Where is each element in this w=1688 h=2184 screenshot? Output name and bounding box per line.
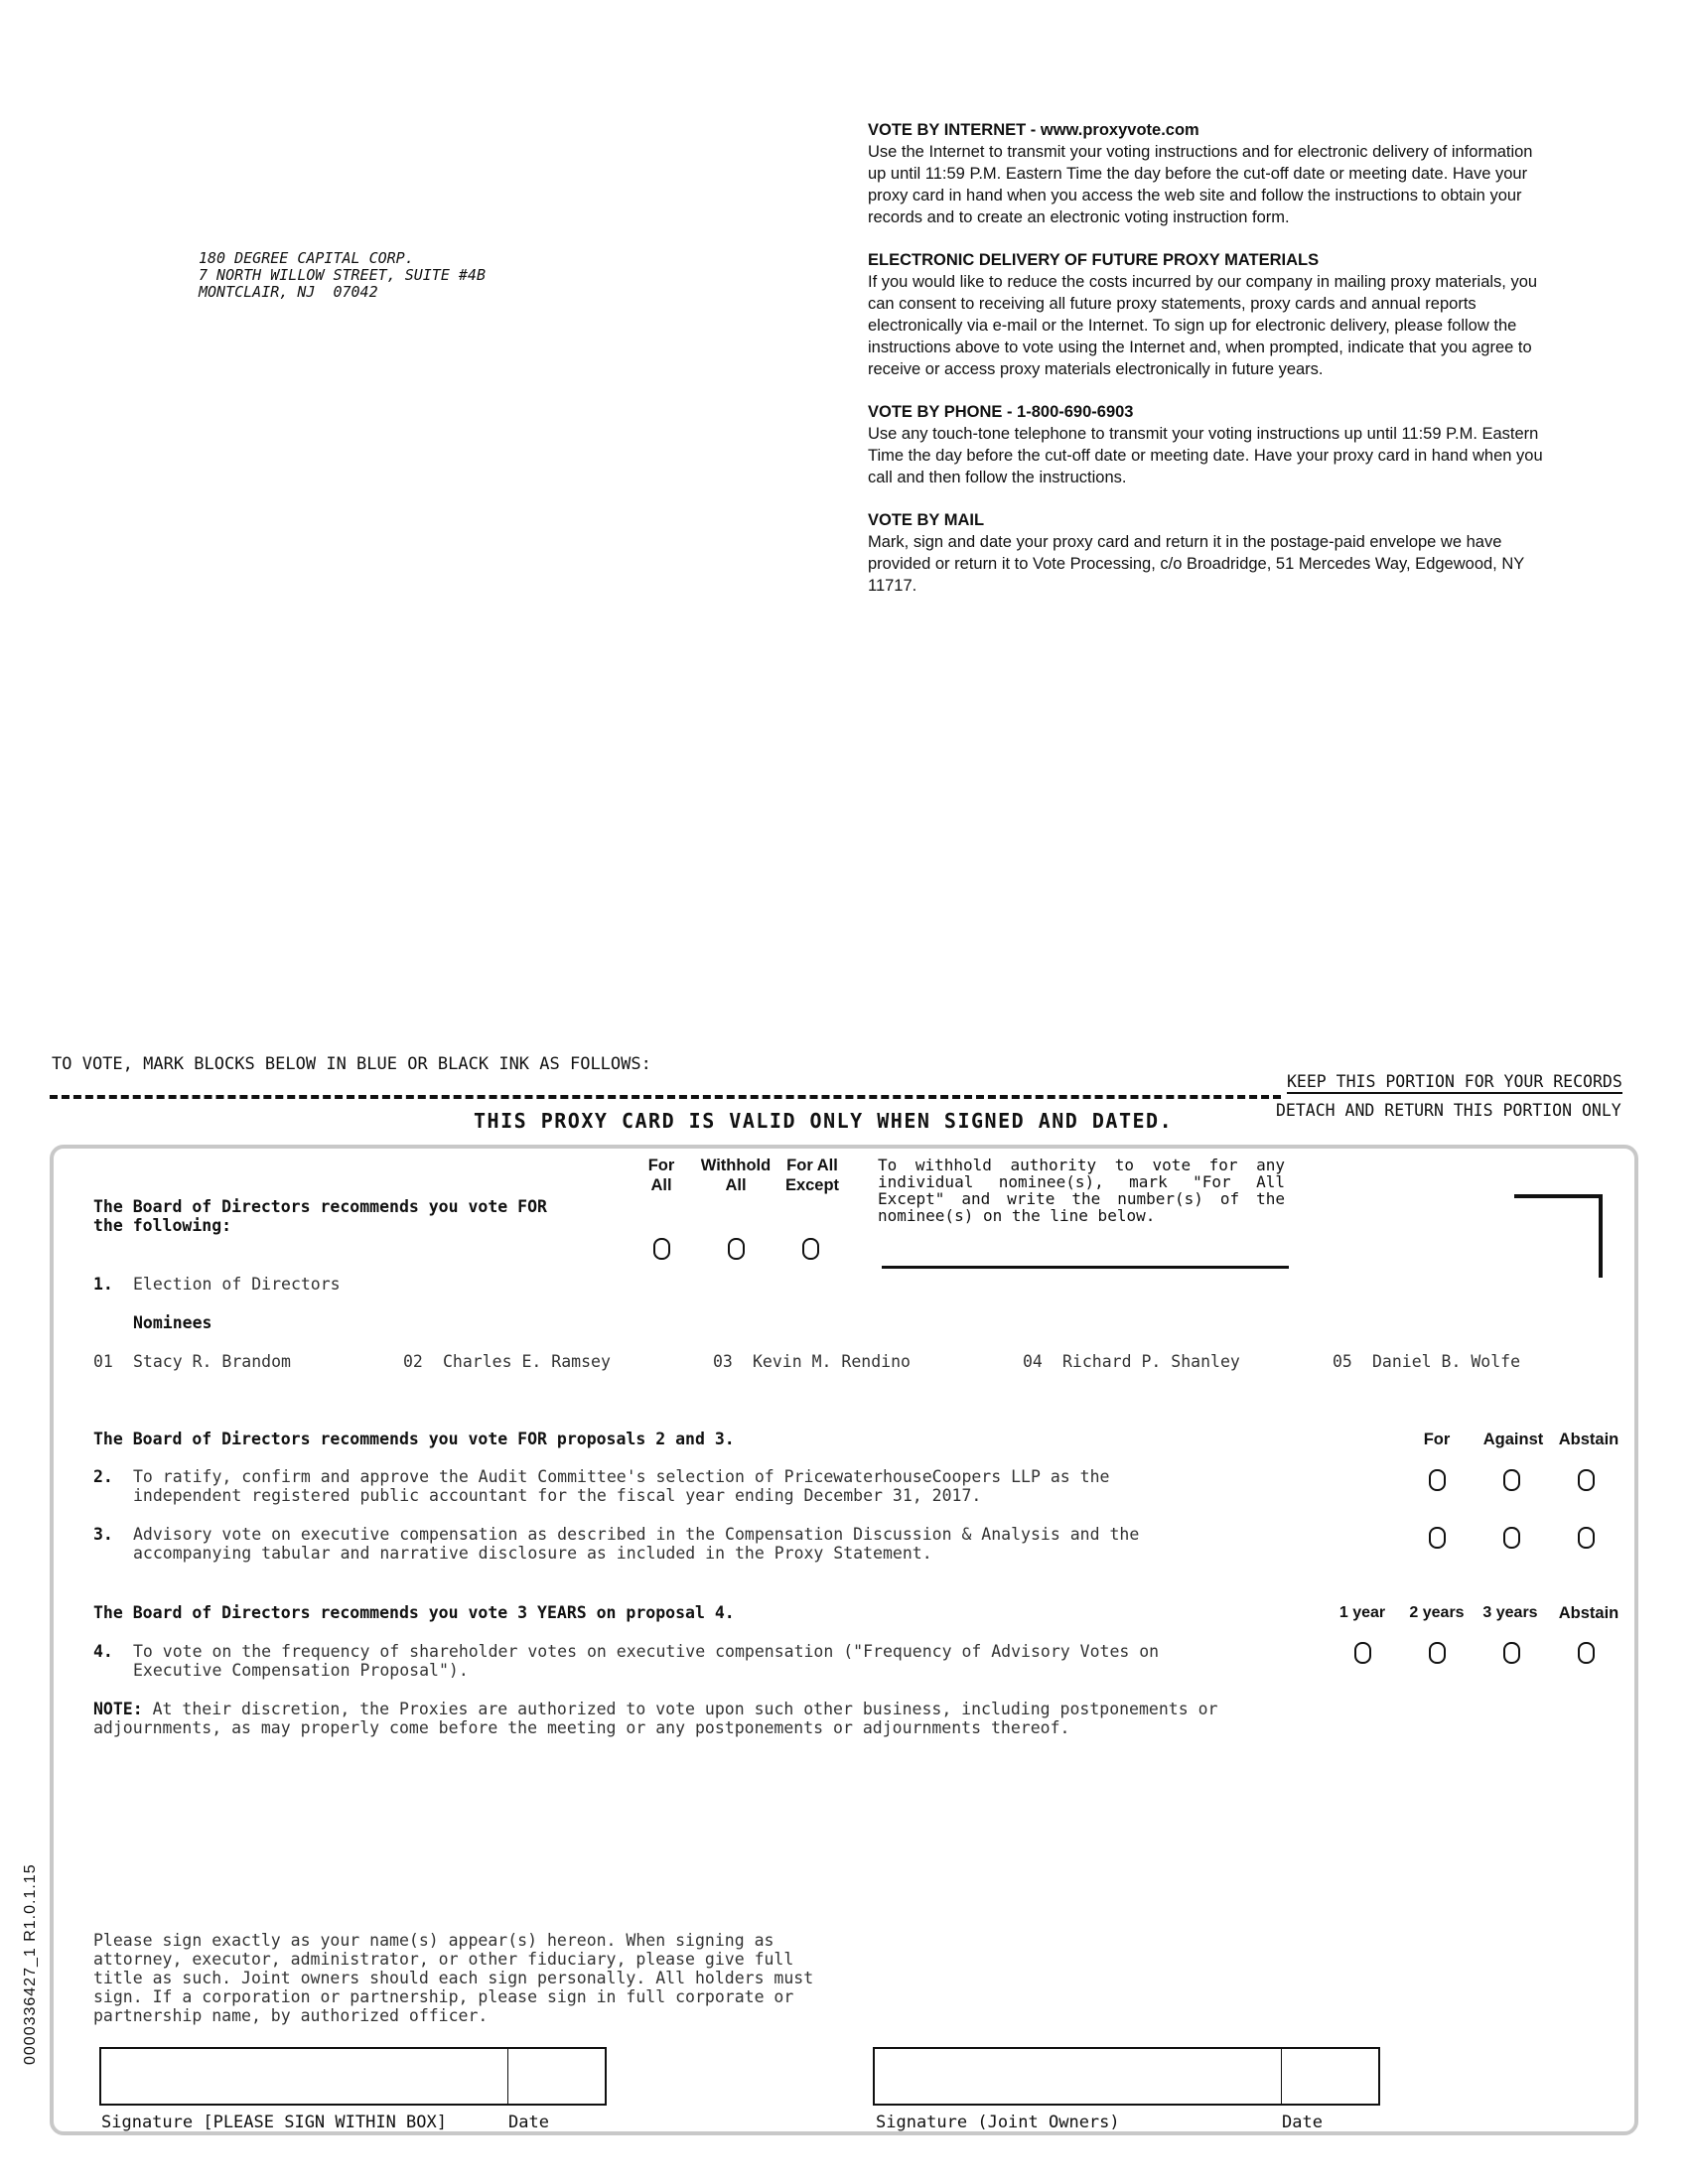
nominee-2-number: 02	[403, 1352, 423, 1371]
item4-number: 4.	[93, 1642, 113, 1661]
note-line1: At their discretion, the Proxies are authorized to vote upon such other business, including postponements or	[142, 1700, 1218, 1718]
instruction-heading-internet: VOTE BY INTERNET - www.proxyvote.com	[868, 121, 1199, 139]
sign-instr-line4: sign. If a corporation or partnership, please sign in full corporate or	[93, 1987, 794, 2006]
item4-3-years-checkbox[interactable]	[1503, 1642, 1520, 1664]
nominee-5-number: 05	[1333, 1352, 1352, 1371]
item3-against-checkbox[interactable]	[1503, 1527, 1520, 1549]
nominee-2-name: Charles E. Ramsey	[443, 1352, 611, 1371]
item2-against-checkbox[interactable]	[1503, 1469, 1520, 1491]
col-for-all	[633, 1156, 689, 1195]
signature-box[interactable]	[99, 2047, 607, 2106]
instruction-body-internet: Use the Internet to transmit your voting instructions and for electronic delivery of information up until 11:59 P.M. Eastern Time the day before the cut-off date or meeting date. Have your proxy card in hand when you access the web site and follow the instructions to obtain your records and to create an electronic voting instruction form.	[868, 143, 1533, 226]
address-line-1: 180 DEGREE CAPITAL CORP.	[199, 249, 414, 267]
item3-line2: accompanying tabular and narrative disclosure as included in the Proxy Statement.	[133, 1544, 932, 1563]
note-label: NOTE:	[93, 1700, 143, 1718]
col-except-l1: For All	[786, 1157, 838, 1174]
note-line2: adjournments, as may properly come before the meeting or any postponements or adjournments thereof.	[93, 1718, 1070, 1737]
col-for-all-l1: For	[647, 1157, 675, 1174]
col-for-all-except	[774, 1156, 850, 1195]
board-recommendation-1	[93, 1197, 547, 1235]
item3-number: 3.	[93, 1525, 113, 1544]
instruction-body-phone: Use any touch-tone telephone to transmit your voting instructions up until 11:59 P.M. Eastern Time the day before the cut-off date or meeting date. Have your proxy card in hand when you call and then follow the instructions.	[868, 425, 1543, 486]
nominee-3-number: 03	[713, 1352, 733, 1371]
item2-line1: To ratify, confirm and approve the Audit Committee's selection of PricewaterhouseCoopers LLP as the	[133, 1467, 1110, 1486]
joint-signature-box[interactable]	[873, 2047, 1380, 2106]
address-line-3: MONTCLAIR, NJ 07042	[199, 283, 378, 301]
item2-text	[133, 1467, 1109, 1505]
sign-instr-line3: title as such. Joint owners should each sign personally. All holders must	[93, 1969, 814, 1987]
joint-date-label: Date	[1282, 2113, 1323, 2132]
signature-date-divider	[507, 2049, 508, 2104]
item3-text	[133, 1525, 1139, 1563]
item1-number: 1.	[93, 1275, 113, 1294]
col-withhold-all	[691, 1156, 780, 1195]
detach-portion-label: DETACH AND RETURN THIS PORTION ONLY	[1276, 1101, 1621, 1120]
voting-instructions	[868, 119, 1543, 617]
sign-instr-line1: Please sign exactly as your name(s) appear(s) hereon. When signing as	[93, 1931, 774, 1950]
col-3-years: 3 years	[1482, 1604, 1538, 1621]
nominee-4-name: Richard P. Shanley	[1062, 1352, 1240, 1371]
detach-line	[50, 1095, 1281, 1099]
nominees-label: Nominees	[133, 1313, 212, 1332]
item4-line1: To vote on the frequency of shareholder votes on executive compensation ("Frequency of Advisory Votes on	[133, 1642, 1160, 1661]
sign-instr-line5: partnership name, by authorized officer.	[93, 2006, 489, 2025]
joint-signature-label: Signature (Joint Owners)	[876, 2113, 1120, 2132]
col-1-year: 1 year	[1338, 1604, 1386, 1621]
col-for: For	[1423, 1431, 1451, 1448]
col-2-years: 2 years	[1409, 1604, 1465, 1621]
note	[93, 1700, 1217, 1737]
mark-instructions: TO VOTE, MARK BLOCKS BELOW IN BLUE OR BLACK INK AS FOLLOWS:	[52, 1054, 651, 1074]
nominee-4-number: 04	[1023, 1352, 1043, 1371]
col-except-l2: Except	[784, 1176, 840, 1194]
date-label: Date	[508, 2113, 549, 2132]
instruction-body-edelivery: If you would like to reduce the costs incurred by our company in mailing proxy materials, you can consent to receiving all future proxy statements, proxy cards and annual reports electronically via e-mail or the Internet. To sign up for electronic delivery, please follow the instructions above to vote using the Internet and, when prompted, indicate that you agree to receive or access proxy materials electronically in future years.	[868, 273, 1538, 378]
for-all-checkbox[interactable]	[653, 1238, 670, 1260]
item4-1-year-checkbox[interactable]	[1354, 1642, 1371, 1664]
nominee-5-name: Daniel B. Wolfe	[1372, 1352, 1521, 1371]
board-rec1-line1: The Board of Directors recommends you vote FOR	[93, 1197, 547, 1216]
corner-mark	[1514, 1194, 1603, 1278]
item3-line1: Advisory vote on executive compensation as described in the Compensation Discussion & Analysis and the	[133, 1525, 1140, 1544]
board-rec1-line2: the following:	[93, 1216, 232, 1235]
board-recommendation-2: The Board of Directors recommends you vote FOR proposals 2 and 3.	[93, 1430, 735, 1448]
item3-abstain-checkbox[interactable]	[1578, 1527, 1595, 1549]
side-code: 0000336427_1 R1.0.1.15	[22, 1863, 39, 2065]
item4-text	[133, 1642, 1159, 1680]
instruction-heading-mail: VOTE BY MAIL	[868, 511, 985, 529]
nominee-number-line[interactable]	[882, 1266, 1289, 1269]
nominee-1-number: 01	[93, 1352, 113, 1371]
board-recommendation-3: The Board of Directors recommends you vote 3 YEARS on proposal 4.	[93, 1603, 735, 1622]
keep-portion-label: KEEP THIS PORTION FOR YOUR RECORDS	[1287, 1072, 1622, 1094]
instruction-heading-edelivery: ELECTRONIC DELIVERY OF FUTURE PROXY MATERIALS	[868, 251, 1320, 269]
nominee-3-name: Kevin M. Rendino	[753, 1352, 911, 1371]
col-against: Against	[1482, 1431, 1544, 1448]
instruction-heading-phone: VOTE BY PHONE - 1-800-690-6903	[868, 403, 1134, 421]
signing-instructions	[93, 1931, 813, 2025]
nominee-1-name: Stacy R. Brandom	[133, 1352, 291, 1371]
withhold-note: To withhold authority to vote for any individual nominee(s), mark "For All Except" and write the number(s) of the nominee(s) on the line below.	[878, 1156, 1285, 1225]
item3-for-checkbox[interactable]	[1429, 1527, 1446, 1549]
item2-number: 2.	[93, 1467, 113, 1486]
joint-date-divider	[1281, 2049, 1282, 2104]
col-abstain: Abstain	[1558, 1431, 1619, 1448]
col-withhold-l1: Withhold	[700, 1157, 772, 1174]
item4-line2: Executive Compensation Proposal").	[133, 1661, 469, 1680]
item2-for-checkbox[interactable]	[1429, 1469, 1446, 1491]
instruction-body-mail: Mark, sign and date your proxy card and return it in the postage-paid envelope we have provided or return it to Vote Processing, c/o Broadridge, 51 Mercedes Way, Edgewood, NY 11717.	[868, 533, 1524, 595]
item1-text: Election of Directors	[133, 1275, 341, 1294]
item4-abstain-checkbox[interactable]	[1578, 1642, 1595, 1664]
for-all-except-checkbox[interactable]	[802, 1238, 819, 1260]
signature-label: Signature [PLEASE SIGN WITHIN BOX]	[101, 2113, 447, 2132]
col-for-all-l2: All	[650, 1176, 672, 1194]
sign-instr-line2: attorney, executor, administrator, or other fiduciary, please give full	[93, 1950, 794, 1969]
col-abstain-2: Abstain	[1558, 1604, 1619, 1622]
item4-2-years-checkbox[interactable]	[1429, 1642, 1446, 1664]
item2-line2: independent registered public accountant for the fiscal year ending December 31, 2017.	[133, 1486, 982, 1505]
address-line-2: 7 NORTH WILLOW STREET, SUITE #4B	[199, 266, 486, 284]
withhold-all-checkbox[interactable]	[728, 1238, 745, 1260]
col-withhold-l2: All	[725, 1176, 747, 1194]
valid-notice: THIS PROXY CARD IS VALID ONLY WHEN SIGNED AND DATED.	[474, 1109, 1174, 1133]
item2-abstain-checkbox[interactable]	[1578, 1469, 1595, 1491]
return-address	[199, 250, 486, 301]
